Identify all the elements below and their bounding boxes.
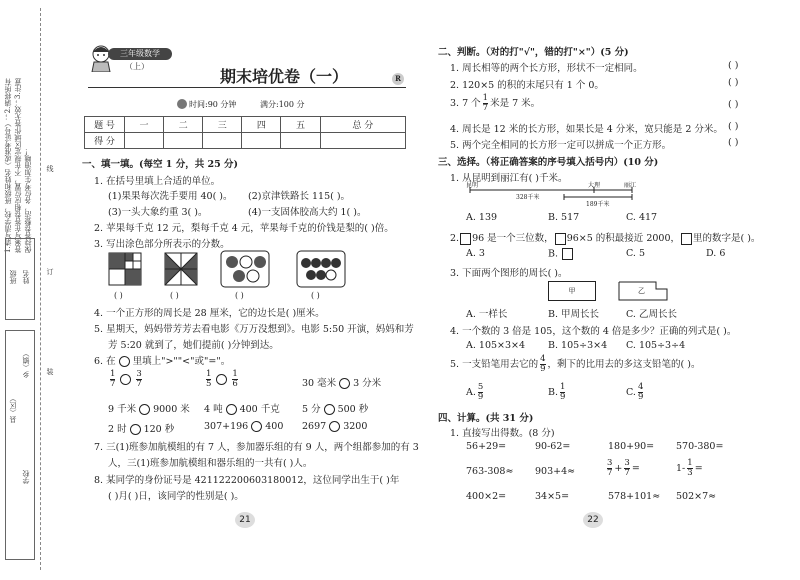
- question-2: 2. 苹果每千克 12 元，梨每千克 4 元，苹果每千克的价钱是梨的( )倍。: [94, 223, 394, 234]
- calc-item: 90-62=: [535, 441, 571, 452]
- choice-2-option-c[interactable]: C. 5: [626, 248, 646, 259]
- grade-badge: 三年级数学: [108, 48, 172, 60]
- fraction: $\frac{1}{7}$: [110, 369, 116, 389]
- map-label-kunming: 昆明: [466, 182, 479, 189]
- question-5-line2: 芳 5:20 就到了，她们提前( )分钟到达。: [108, 340, 279, 351]
- calc-item: 763-308≈: [466, 466, 514, 477]
- clock-icon: [177, 99, 187, 109]
- digit-box: [562, 248, 573, 260]
- judge-5: 5. 两个完全相同的长方形一定可以拼成一个正方形。: [450, 140, 672, 151]
- choice-4-option-b[interactable]: B. 105÷3×4: [548, 340, 608, 351]
- compare-circle[interactable]: [324, 404, 335, 415]
- section-1-title: 一、填一填。(每空 1 分，共 25 分): [82, 159, 239, 170]
- fraction: $\frac{1}{5}$: [206, 369, 212, 389]
- fraction-blank[interactable]: ( ): [170, 291, 179, 300]
- choice-1-option-b[interactable]: B. 517: [548, 212, 580, 223]
- section-4-title: 四、计算。(共 31 分): [438, 413, 534, 424]
- fraction-figure-circles: [220, 250, 270, 291]
- compare-circle[interactable]: [216, 374, 227, 385]
- fraction: $\frac{5}{9}$: [477, 382, 484, 402]
- header-rule: [88, 87, 406, 88]
- compare-item: 5 分 500 秒: [302, 404, 369, 415]
- score-cell[interactable]: [242, 133, 281, 149]
- shape-yi: [618, 281, 668, 304]
- fraction: $\frac{3}{7}$: [136, 369, 142, 389]
- question-1b: (2)京津铁路长 115( )。: [248, 191, 351, 202]
- score-cell[interactable]: [320, 133, 405, 149]
- question-1c: (3)一头大象约重 3( )。: [108, 207, 208, 218]
- judge-answer-5[interactable]: ( ): [728, 137, 739, 148]
- digit-box[interactable]: [681, 233, 692, 245]
- fraction: $\frac{3}{7}$: [624, 458, 630, 478]
- choice-5-option-a[interactable]: A. $\frac{5}{9}$: [466, 382, 484, 402]
- judge-answer-2[interactable]: ( ): [728, 77, 739, 88]
- score-header: 三: [203, 117, 242, 133]
- section-3-title: 三、选择。（将正确答案的序号填入括号内）(10 分): [438, 157, 659, 168]
- choice-3: 3. 下面两个图形的周长( )。: [450, 268, 568, 279]
- route-map: [466, 184, 636, 206]
- exam-score: 满分:100 分: [260, 100, 305, 109]
- score-header: 五: [281, 117, 320, 133]
- name-label: 姓名: [22, 270, 30, 284]
- calc-item: 903+4≈: [535, 466, 576, 477]
- map-label-lijiang: 丽江: [624, 182, 637, 189]
- right-page: [438, 0, 798, 580]
- compare-circle[interactable]: [329, 421, 340, 432]
- score-header: 四: [242, 117, 281, 133]
- calc-item: 56+29=: [466, 441, 507, 452]
- score-cell[interactable]: [203, 133, 242, 149]
- compare-item: 2697 3200: [302, 421, 368, 432]
- choice-1-option-c[interactable]: C. 417: [626, 212, 658, 223]
- calc-item: 180+90=: [608, 441, 655, 452]
- score-header: 总 分: [320, 117, 405, 133]
- fraction: $\frac{1}{3}$: [687, 458, 693, 478]
- choice-2-option-a[interactable]: A. 3: [466, 248, 485, 259]
- fraction-figure-flowers: [296, 250, 346, 291]
- map-distance-1: 328千米: [516, 194, 540, 201]
- calc-1: 1. 直接写出得数。(8 分): [450, 428, 555, 439]
- judge-answer-3[interactable]: ( ): [728, 99, 739, 110]
- cut-label-3: 装: [46, 368, 54, 375]
- score-row-label: 得 分: [85, 133, 125, 149]
- page-number-right: 22: [583, 512, 603, 528]
- question-1: 1. 在括号里填上合适的单位。: [94, 176, 221, 187]
- compare-item: 9 千米 9000 米: [108, 404, 190, 415]
- compare-item: 4 吨 400 千克: [204, 404, 280, 415]
- score-header: 题 号: [85, 117, 125, 133]
- cut-label-1: 线: [46, 165, 54, 172]
- section-2-title: 二、判断。（对的打"√"，错的打"×"）(5 分): [438, 47, 629, 58]
- calc-item: $\frac{3}{7}$ + $\frac{3}{7}$ =: [607, 458, 640, 478]
- r-mark: R: [392, 73, 404, 85]
- choice-2-option-d[interactable]: D. 6: [706, 248, 726, 259]
- judge-answer-1[interactable]: ( ): [728, 60, 739, 71]
- fraction: $\frac{1}{9}$: [560, 382, 566, 402]
- calc-item: 570-380=: [676, 441, 724, 452]
- digit-box[interactable]: [555, 233, 566, 245]
- class-label: 班级: [9, 270, 17, 284]
- choice-1: 1. 从昆明到丽江有( )千米。: [450, 173, 568, 184]
- choice-3-option-a[interactable]: A. 一样长: [466, 309, 508, 320]
- fraction-figure-squares: [108, 252, 142, 289]
- map-distance-2: 189千米: [586, 201, 610, 208]
- question-1d: (4)一支固体胶高大约 1( )。: [248, 207, 367, 218]
- exam-time: 时间:90 分钟: [189, 100, 237, 109]
- compare-item: 307+196 400: [204, 421, 284, 432]
- choice-3-option-b[interactable]: B. 甲周长长: [548, 309, 600, 320]
- question-6-pre: 6. 在: [94, 356, 116, 367]
- choice-3-option-c[interactable]: C. 乙周长长: [626, 309, 677, 320]
- fraction-blank[interactable]: ( ): [311, 291, 320, 300]
- question-4: 4. 一个正方形的周长是 28 厘米，它的边长是( )厘米。: [94, 308, 325, 319]
- judge-1: 1. 周长相等的两个长方形，形状不一定相同。: [450, 63, 643, 74]
- calc-item: 1- $\frac{1}{3}$ =: [676, 458, 703, 478]
- compare-item: [108, 370, 144, 389]
- binding-instructions: 1.请写清学校，班级和姓名（或准考证号）；2.请将所有答案写在答卷相应位置，不在规定区域作答无效；3.注意保持答卷整洁，各位考生加油哦！: [4, 78, 32, 253]
- compare-circle[interactable]: [130, 424, 141, 435]
- score-header: 一: [125, 117, 164, 133]
- compare-circle[interactable]: [226, 404, 237, 415]
- left-page: [80, 0, 420, 580]
- score-cell[interactable]: [125, 133, 164, 149]
- choice-2: 2. 96 是一个三位数， 96×5 的积最接近 2000， 里的数字是( )。: [450, 233, 761, 244]
- question-7-line2: 人，三(1)班参加航模组和器乐组的一共有( )人。: [108, 458, 313, 469]
- question-8-line1: 8. 某同学的身份证号是 421122200603180012，这位同学出生于( )年: [94, 475, 400, 486]
- fraction-figure-triangles: [164, 252, 198, 289]
- compare-circle[interactable]: [251, 421, 262, 432]
- map-label-dali: 大理: [588, 182, 601, 189]
- score-table: [84, 116, 406, 149]
- compare-circle[interactable]: [120, 374, 131, 385]
- choice-4-option-a[interactable]: A. 105×3×4: [466, 340, 526, 351]
- judge-3: 3. 7 个 $\frac{1}{7}$ 米是 7 米。: [450, 93, 541, 113]
- county-field: 县（区）: [9, 395, 17, 423]
- compare-circle[interactable]: [339, 378, 350, 389]
- score-cell[interactable]: [164, 133, 203, 149]
- fraction: $\frac{4}{9}$: [637, 382, 644, 402]
- school-field: 学校: [22, 470, 30, 484]
- score-cell[interactable]: [281, 133, 320, 149]
- shape-jia: [548, 281, 596, 301]
- question-8-line2: ( )月( )日，该同学的性别是( )。: [108, 491, 244, 502]
- fraction: $\frac{3}{7}$: [607, 458, 613, 478]
- question-6: [94, 353, 230, 367]
- choice-4: 4. 一个数的 3 倍是 105，这个数的 4 倍是多少？正确的列式是( )。: [450, 326, 737, 337]
- fraction: $\frac{4}{9}$: [540, 354, 546, 374]
- choice-5-option-b[interactable]: B. $\frac{1}{9}$: [548, 382, 566, 402]
- page-number-left: 21: [235, 512, 255, 528]
- question-5-line1: 5. 星期天，妈妈带芳芳去看电影《万万没想到》。电影 5:50 开演，妈妈和芳: [94, 324, 414, 335]
- cut-line: [40, 8, 41, 570]
- fraction: $\frac{1}{7}$: [482, 93, 489, 113]
- calc-item: 34×5=: [535, 491, 570, 502]
- fraction: $\frac{1}{6}$: [232, 369, 238, 389]
- calc-item: 578+101≈: [608, 491, 661, 502]
- compare-circle[interactable]: [139, 404, 150, 415]
- digit-box[interactable]: [460, 233, 471, 245]
- judge-2: 2. 120×5 的积的末尾只有 1 个 0。: [450, 80, 604, 91]
- choice-5: 5. 一支铅笔用去它的 $\frac{4}{9}$ ，剩下的比用去的多这支铅笔的( )。: [450, 354, 701, 374]
- score-header: 二: [164, 117, 203, 133]
- question-3: 3. 写出涂色部分所表示的分数。: [94, 239, 230, 250]
- calc-item: 502×7≈: [676, 491, 717, 502]
- choice-2-option-b[interactable]: B.: [548, 248, 574, 260]
- term-label: （上）: [125, 62, 149, 71]
- calc-item: 400×2=: [466, 491, 507, 502]
- shape-jia-label: 甲: [568, 287, 576, 295]
- fraction-blank[interactable]: ( ): [235, 291, 244, 300]
- compare-item: 30 毫米 3 分米: [302, 378, 382, 389]
- page-title: 期末培优卷（一）: [220, 67, 349, 86]
- choice-5-option-c[interactable]: C. $\frac{4}{9}$: [626, 382, 644, 402]
- compare-circle-icon: [119, 356, 130, 367]
- compare-item: [204, 370, 240, 389]
- town-field: 乡（镇）: [22, 350, 30, 378]
- question-6-post: 里填上">""<"或"="。: [132, 356, 231, 367]
- question-7-line1: 7. 三(1)班参加航模组的有 7 人，参加器乐组的有 9 人，两个组都参加的有 3: [94, 442, 419, 453]
- question-1a: (1)果果每次洗手要用 40( )。: [108, 191, 233, 202]
- judge-answer-4[interactable]: ( ): [728, 121, 739, 132]
- choice-4-option-c[interactable]: C. 105÷3÷4: [626, 340, 686, 351]
- binding-strip: [0, 0, 74, 580]
- fraction-blank[interactable]: ( ): [114, 291, 123, 300]
- compare-item: 2 时 120 秒: [108, 424, 175, 435]
- judge-4: 4. 周长是 12 米的长方形，如果长是 4 分米，宽只能是 2 分米。: [450, 124, 723, 135]
- choice-1-option-a[interactable]: A. 139: [466, 212, 498, 223]
- cut-label-2: 订: [46, 268, 54, 275]
- shape-yi-label: 乙: [638, 287, 645, 295]
